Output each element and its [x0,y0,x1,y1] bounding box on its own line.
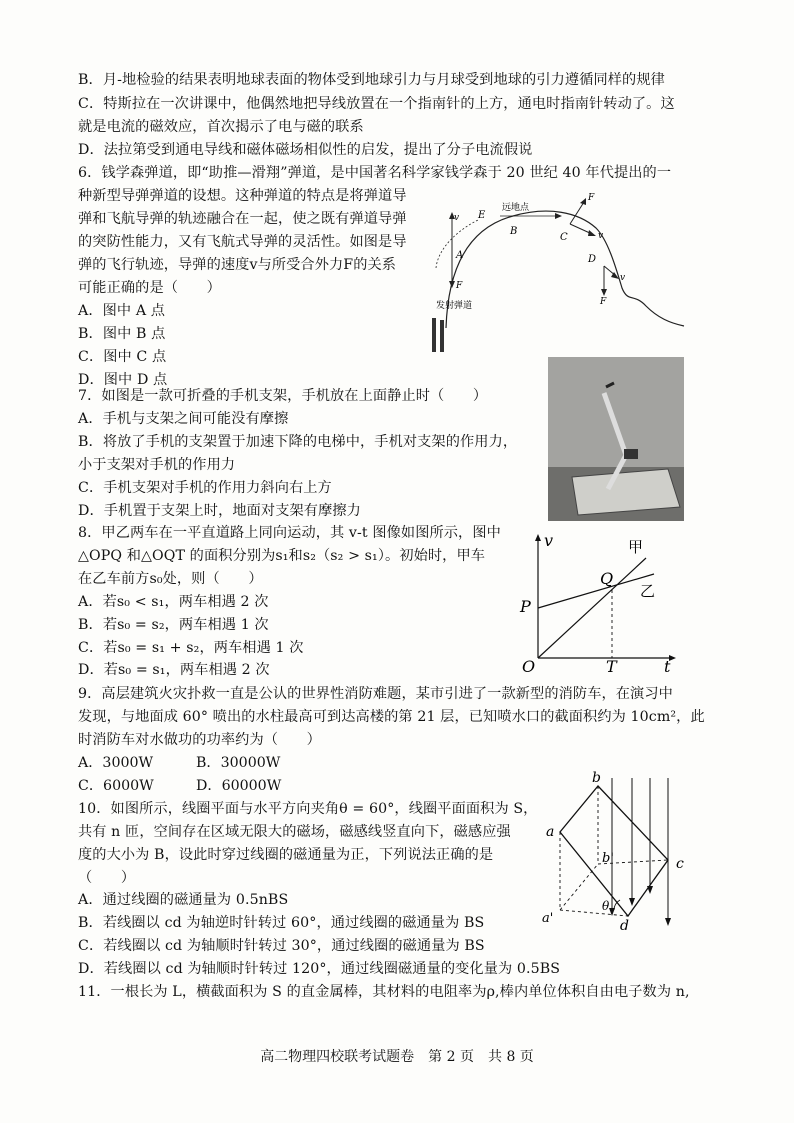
point-t: T [606,657,617,676]
q10-option-b: B．若线圈以 cd 为轴逆时针转过 60°，通过线圈的磁通量为 BS [78,915,485,931]
q7-option-b: B．将放了手机的支架置于加速下降的电梯中，手机对支架的作用力， [78,434,518,450]
q9-stem: 时消防车对水做功的功率约为（ ） [78,732,321,748]
q6-stem: 弹的飞行轨迹，导弹的速度v与所受合外力F的关系 [78,257,397,273]
q8-option-b: B．若s₀ = s₂，两车相遇 1 次 [78,617,269,633]
q9-stem: 发现，与地面成 60° 喷出的水柱最高可到达高楼的第 21 层，已知喷水口的截面积约为 10cm²，此 [78,709,705,725]
point-c: C [560,232,568,243]
q10-option-a: A．通过线圈的磁通量为 0.5nBS [78,892,289,908]
point-a: A [456,250,464,261]
q6-option-c: C．图中 C 点 [78,349,167,365]
point-p: P [520,597,531,616]
label-jia: 甲 [628,538,644,556]
angle-theta: θ [602,899,610,913]
q10-stem: （ ） [78,870,136,886]
q6-stem: 弹和飞航导弹的轨迹融合在一起，使之既有弹道导弹 [78,211,407,227]
point-q: Q [600,569,614,588]
q8-option-d: D．若s₀ = s₁，两车相遇 2 次 [78,662,270,678]
q7-option-a: A．手机与支架之间可能没有摩擦 [78,411,289,427]
q8-option-a: A．若s₀ < s₁，两车相遇 2 次 [78,594,269,610]
axis-v: v [544,531,554,550]
q10-stem: 共有 n 匝，空间存在区域无限大的磁场，磁感线竖直向下，磁感应强 [78,824,511,840]
q8-option-c: C．若s₀ = s₁ + s₂，两车相遇 1 次 [78,640,304,656]
q6-trajectory-figure [418,188,690,356]
point-d: D [588,254,597,265]
option-c-line-cont: 就是电流的磁效应，首次揭示了电与磁的联系 [78,119,364,135]
label-f: F [588,193,595,203]
q10-stem: 10．如图所示，线圈平面与水平方向夹角θ = 60°，线圈平面面积为 S， [78,801,538,817]
q9-option-c: C．6000W [78,778,154,794]
q8-vt-graph [516,530,678,676]
q8-stem: △OPQ 和△OQT 的面积分别为s₁和s₂（s₂ > s₁）。初始时，甲车 [78,548,486,564]
option-d-line: D．法拉第受到通电导线和磁体磁场相似性的启发，提出了分子电流假说 [78,142,533,158]
q6-option-b: B．图中 B 点 [78,326,166,342]
q9-option-b: B．30000W [196,755,281,771]
q7-option-b-cont: 小于支架对手机的作用力 [78,457,236,473]
q6-stem: 种新型导弹弹道的设想。这种弹道的特点是将弹道导 [78,188,407,204]
q6-stem: 的突防性能力，又有飞航式导弹的灵活性。如图是导 [78,234,407,250]
q10-option-d: D．若线圈以 cd 为轴顺时针转过 120°，通过线圈磁通量的变化量为 0.5BS [78,961,561,977]
q9-option-a: A．3000W [78,755,154,771]
q6-option-a: A．图中 A 点 [78,303,166,319]
q9-option-d: D．60000W [196,778,282,794]
q7-stem: 7．如图是一款可折叠的手机支架，手机放在上面静止时（ ） [78,388,488,404]
point-b: B [510,226,518,237]
q6-option-d: D．图中 D 点 [78,372,168,388]
label-v: v [598,231,604,241]
far-point-label: 远地点 [502,202,530,212]
option-c-line: C．特斯拉在一次讲课中，他偶然地把导线放置在一个指南针的上方，通电时指南针转动了。这 [78,96,675,112]
label-v: v [454,213,460,223]
vertex-a-prime: a' [542,911,554,926]
option-b-line: B．月-地检验的结果表明地球表面的物体受到地球引力与月球受到地球的引力遵循同样的规律 [78,72,665,88]
q10-coil-figure [540,770,694,934]
vertex-d: d [620,918,629,934]
q7-option-d: D．手机置于支架上时，地面对支架有摩擦力 [78,503,361,519]
vertex-b-prime: b' [602,851,614,866]
launch-label: 发射弹道 [436,300,473,310]
q6-stem: 可能正确的是（ ） [78,280,221,296]
point-e: E [478,210,486,221]
q6-stem: 6．钱学森弹道，即“助推—滑翔”弹道，是中国著名科学家钱学森于 20 世纪 40 年代提出的一 [78,165,672,181]
q8-stem: 在乙车前方s₀处，则（ ） [78,571,263,587]
axis-t: t [664,657,671,676]
vertex-a: a [546,824,555,840]
label-f: F [600,297,607,307]
vertex-c: c [676,856,684,872]
q10-option-c: C．若线圈以 cd 为轴顺时针转过 30°，通过线圈的磁通量为 BS [78,938,485,954]
q7-phone-stand-photo [548,357,684,521]
q9-stem: 9．高层建筑火灾扑救一直是公认的世界性消防难题，某市引进了一款新型的消防车，在演习中 [78,686,673,702]
page-footer: 高二物理四校联考试题卷 第 2 页 共 8 页 [260,1049,534,1065]
label-v: v [620,273,626,283]
vertex-b: b [592,770,601,786]
q10-stem: 度的大小为 B，设此时穿过线圈的磁通量为正，下列说法正确的是 [78,847,494,863]
origin-o: O [522,657,536,676]
q11-stem: 11．一根长为 L，横截面积为 S 的直金属棒，其材料的电阻率为ρ,棒内单位体积自由电子数为 n, [78,984,690,1000]
label-f: F [456,281,463,291]
q7-option-c: C．手机支架对手机的作用力斜向右上方 [78,480,332,496]
q8-stem: 8．甲乙两车在一平直道路上同向运动，其 v-t 图像如图所示，图中 [78,525,501,541]
label-yi: 乙 [640,582,656,600]
